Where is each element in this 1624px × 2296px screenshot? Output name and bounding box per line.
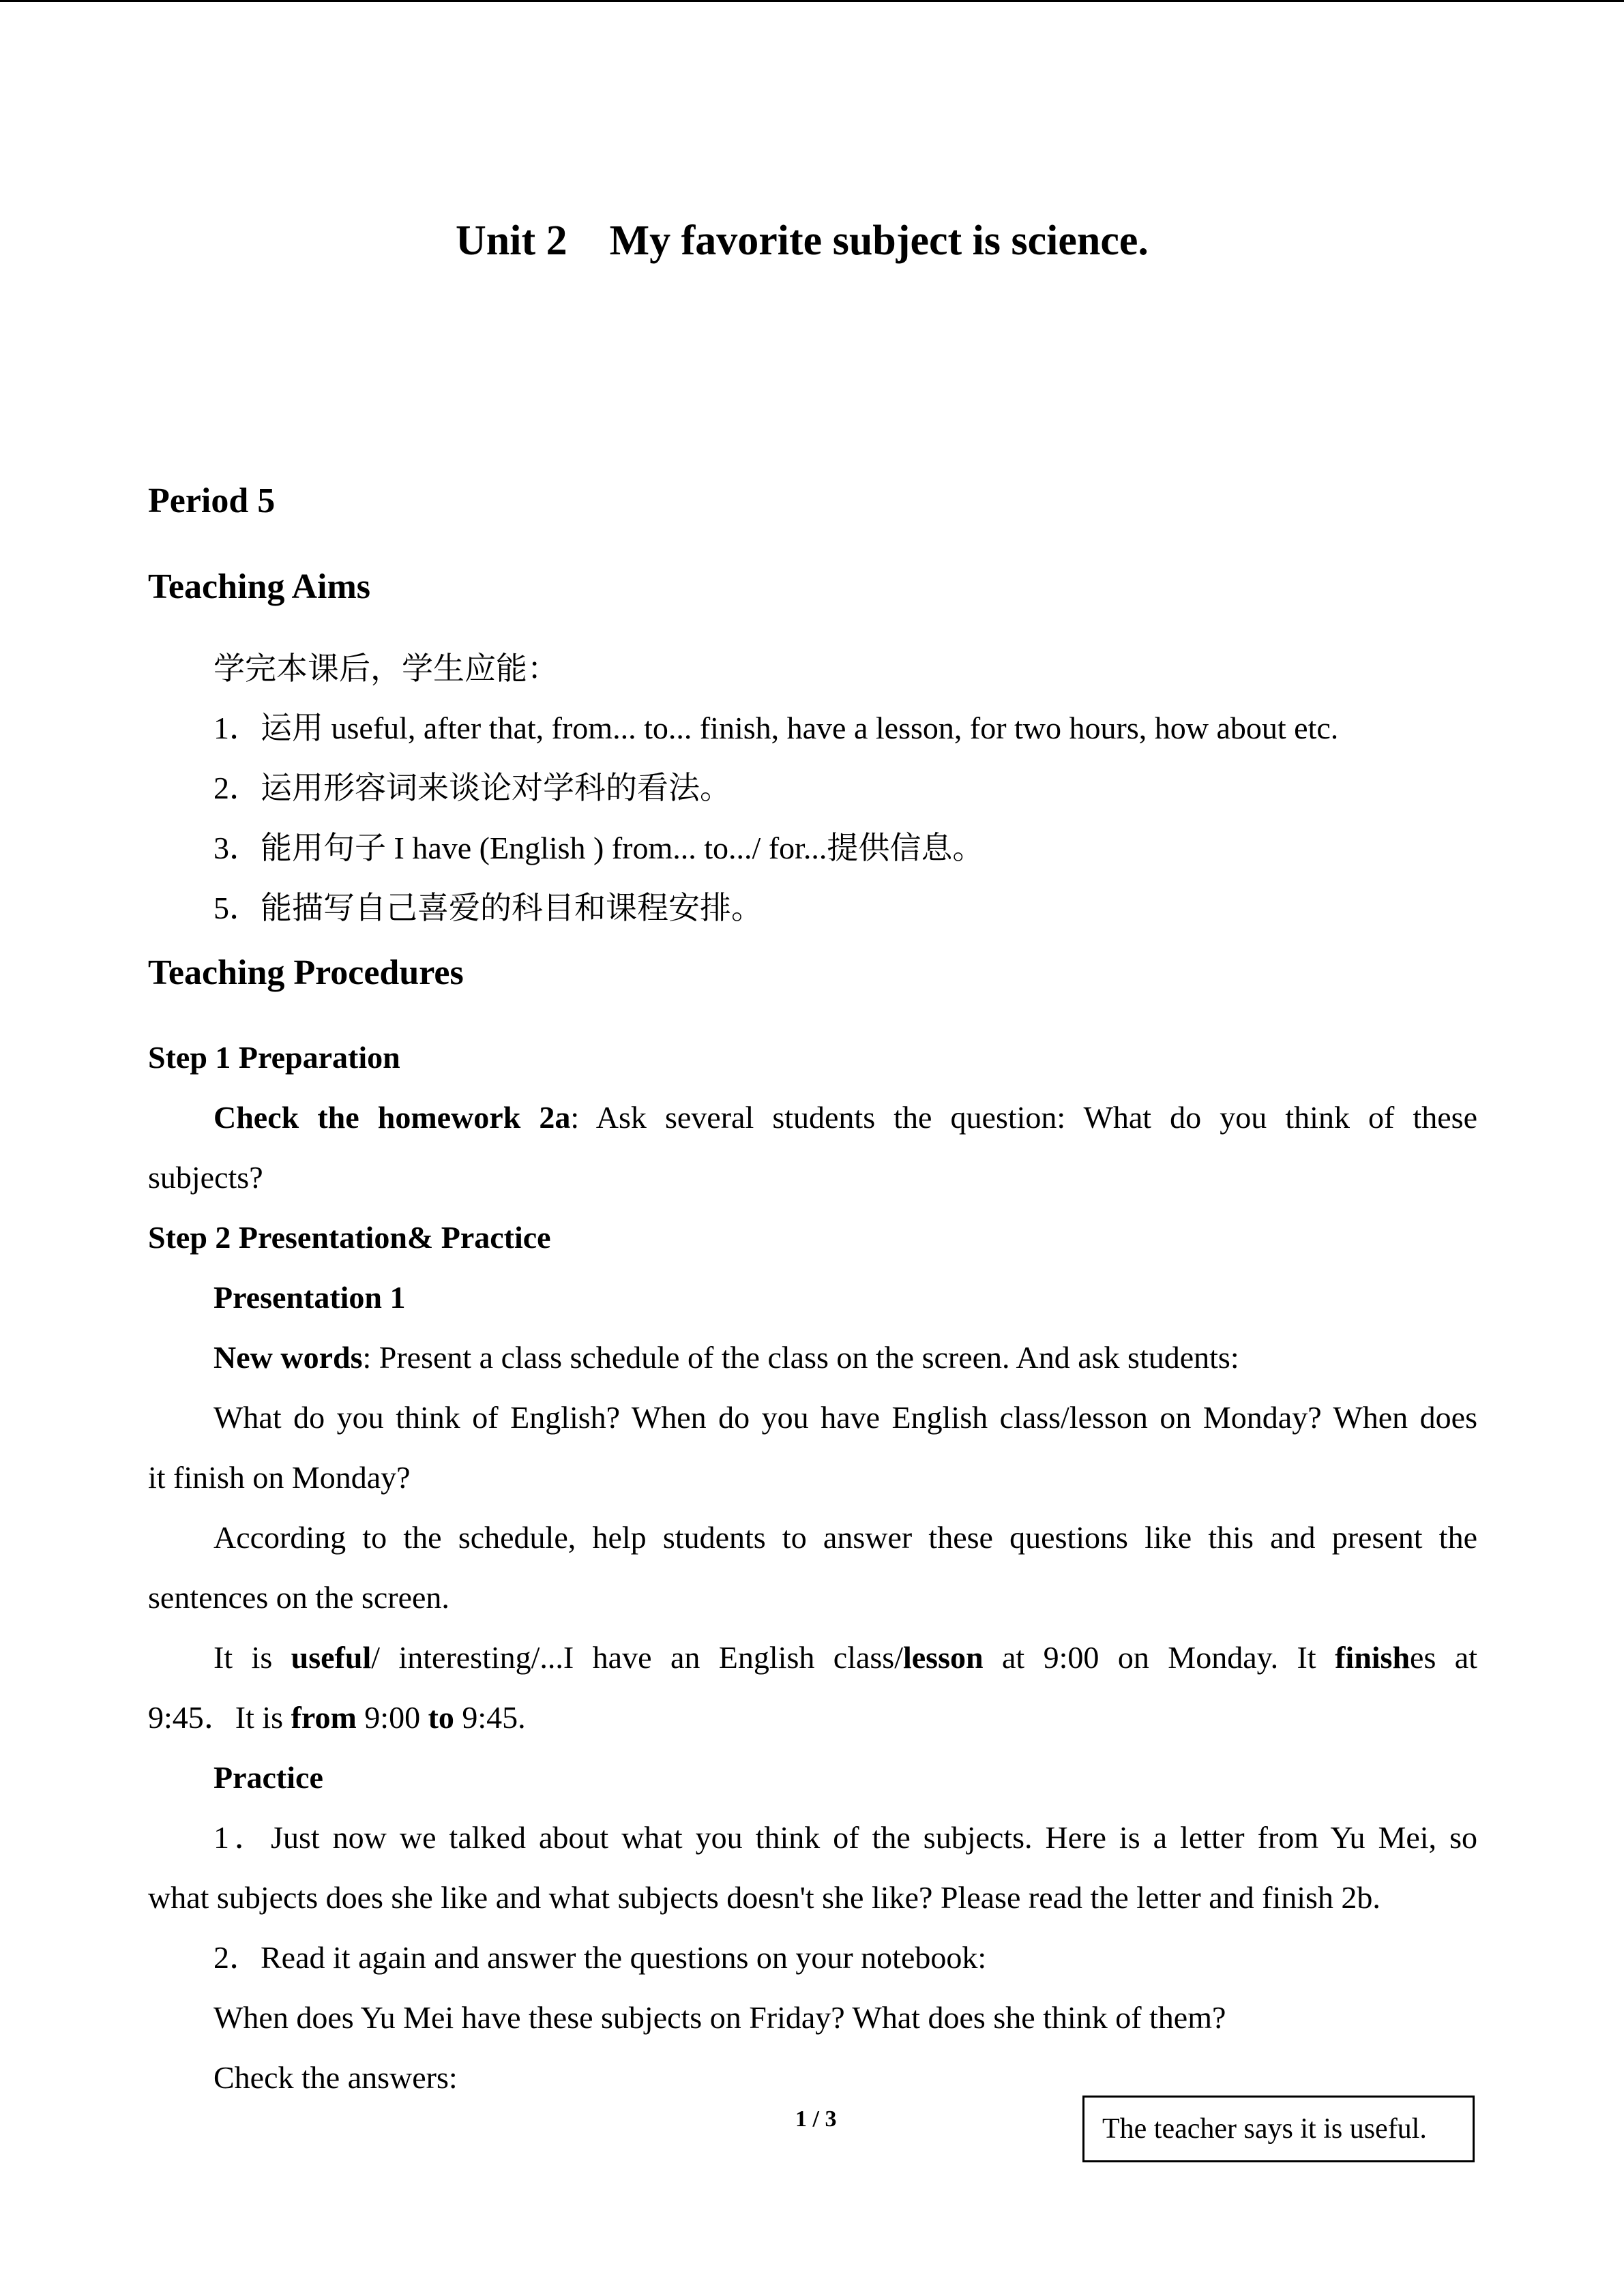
new-words-label: New words <box>213 1340 363 1375</box>
practice-2-question: When does Yu Mei have these subjects on Friday? What does she think of them? <box>213 2000 1226 2035</box>
top-border-line <box>0 0 1624 2</box>
sentence-bold-useful: useful <box>291 1640 372 1675</box>
sentence-text: 9:45. <box>454 1700 526 1735</box>
aims-item-1: 1．运用 useful, after that, from... to... finish, have a lesson, for two hours, how about etc. <box>213 711 1339 745</box>
aims-item-2: 2．运用形容词来谈论对学科的看法。 <box>213 771 731 805</box>
practice-1-line-1: 1．Just now we talked about what you think of the subjects. Here is a letter from Yu Mei, so <box>213 1820 1477 1855</box>
step1-check-line <box>213 1097 1477 1138</box>
question-line-2: it finish on Monday? <box>148 1460 411 1495</box>
question-line-1: What do you think of English? When do you have English class/lesson on Monday? When does <box>213 1400 1477 1435</box>
aims-intro: 学完本课后，学生应能： <box>213 651 559 686</box>
note-box: The teacher says it is useful. <box>1082 2096 1475 2162</box>
step2-heading: Step 2 Presentation& Practice <box>148 1220 551 1255</box>
sentence-bold-finish: finish <box>1335 1640 1411 1675</box>
teaching-aims-heading: Teaching Aims <box>148 567 371 606</box>
teaching-procedures-heading: Teaching Procedures <box>148 953 464 992</box>
sentence-bold-lesson: lesson <box>902 1640 984 1675</box>
practice-1-line-2: what subjects does she like and what subjects doesn't she like? Please read the letter and finish 2b. <box>148 1880 1381 1915</box>
check-answers-line: Check the answers: <box>213 2060 458 2095</box>
example-sentence-line-1 <box>213 1637 1477 1678</box>
sentence-text: at 9:00 on Monday. It <box>983 1640 1335 1675</box>
presentation-1-label: Presentation 1 <box>213 1280 406 1315</box>
check-homework-label: Check the homework 2a <box>213 1100 571 1135</box>
sentence-text: 9:00 <box>356 1700 428 1735</box>
sentence-bold-to: to <box>428 1700 454 1735</box>
new-words-line <box>213 1337 1239 1378</box>
page-title: Unit 2 My favorite subject is science. <box>456 218 1149 264</box>
check-homework-text: : Ask several students the question: What do you think of these <box>570 1100 1478 1135</box>
according-line-1: According to the schedule, help students to answer these questions like this and present the <box>213 1520 1477 1555</box>
according-line-2: sentences on the screen. <box>148 1580 449 1615</box>
aims-item-4: 5．能描写自己喜爱的科目和课程安排。 <box>213 891 763 925</box>
step1-check-line-2: subjects? <box>148 1160 263 1195</box>
page-number: 1 / 3 <box>795 2106 837 2132</box>
sentence-text: es at <box>1410 1640 1477 1675</box>
example-sentence-line-2 <box>148 1697 526 1738</box>
sentence-text: 9:45．It is <box>148 1700 291 1735</box>
period-heading: Period 5 <box>148 481 276 520</box>
step1-heading: Step 1 Preparation <box>148 1040 400 1075</box>
practice-label: Practice <box>213 1760 323 1795</box>
sentence-bold-from: from <box>291 1700 357 1735</box>
new-words-text: : Present a class schedule of the class on the screen. And ask students: <box>362 1340 1239 1375</box>
sentence-text: It is <box>213 1640 291 1675</box>
practice-2-line: 2．Read it again and answer the questions on your notebook: <box>213 1940 987 1975</box>
aims-item-3: 3．能用句子 I have (English ) from... to.../ for...提供信息。 <box>213 831 984 865</box>
sentence-text: / interesting/...I have an English class/ <box>371 1640 903 1675</box>
